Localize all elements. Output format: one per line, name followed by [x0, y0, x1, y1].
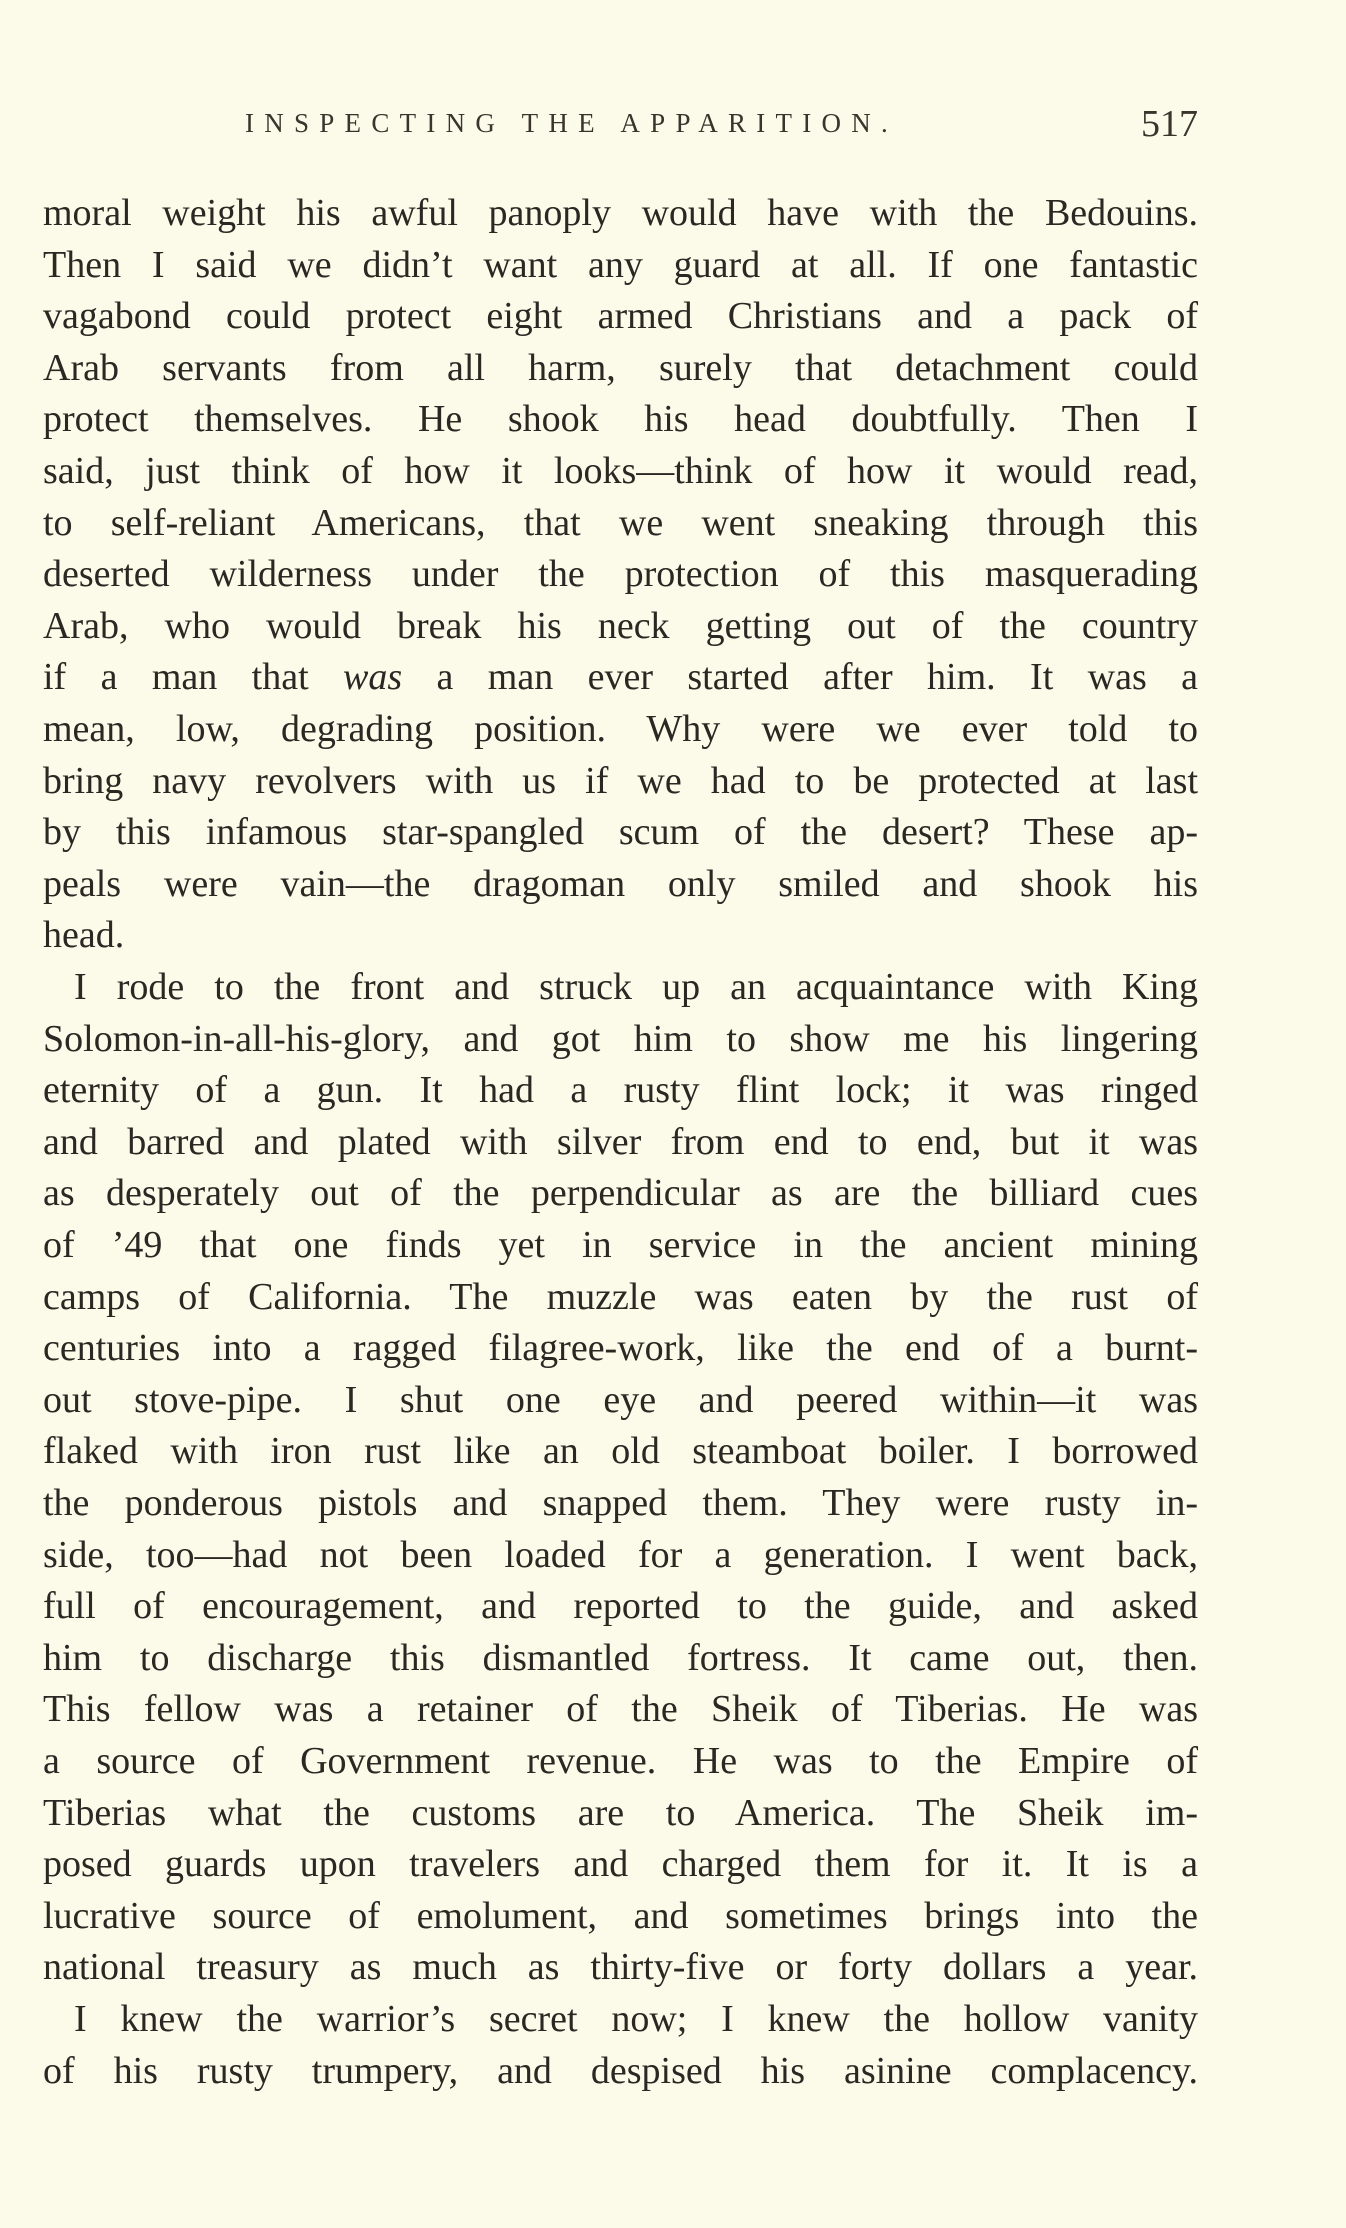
- text-line: eternity of a gun. It had a rusty flint lock; it was ringed: [43, 1069, 1198, 1112]
- text-line: I knew the warrior’s secret now; I knew the hollow vanity: [74, 1998, 1198, 2040]
- text-line: of his rusty trumpery, and despised his asinine complacency.: [43, 2049, 1198, 2092]
- text-line: Arab servants from all harm, surely that detachment could: [43, 346, 1198, 389]
- text-line: Tiberias what the customs are to America. The Sheik im-: [43, 1791, 1198, 1834]
- text-line: national treasury as much as thirty-five or forty dollars a year.: [43, 1946, 1198, 1989]
- italic-word: was: [343, 656, 403, 699]
- text-line: vagabond could protect eight armed Christians and a pack of: [43, 295, 1198, 338]
- text-line: a source of Government revenue. He was to the Empire of: [43, 1740, 1198, 1782]
- text-line: out stove-pipe. I shut one eye and peered within—it was: [43, 1378, 1198, 1421]
- running-title: INSPECTING THE APPARITION.: [245, 108, 899, 138]
- text-line: bring navy revolvers with us if we had to be protected at last: [43, 759, 1198, 802]
- text-line: mean, low, degrading position. Why were we ever told to: [43, 708, 1198, 750]
- text-line: protect themselves. He shook his head doubtfully. Then I: [43, 398, 1198, 441]
- text-line: side, too—had not been loaded for a generation. I went back,: [43, 1533, 1198, 1576]
- text-line: I rode to the front and struck up an acquaintance with King: [74, 966, 1198, 1008]
- text-line: head.: [43, 914, 125, 957]
- text-line: Solomon-in-all-his-glory, and got him to show me his lingering: [43, 1017, 1198, 1060]
- text-line: peals were vain—the dragoman only smiled and shook his: [43, 862, 1198, 905]
- text-segment: a man ever started after him. It was a: [402, 656, 1198, 699]
- text-line: by this infamous star-spangled scum of the desert? These ap-: [43, 811, 1198, 854]
- text-line: and barred and plated with silver from end to end, but it was: [43, 1120, 1198, 1163]
- text-line: moral weight his awful panoply would have with the Bedouins.: [43, 192, 1198, 234]
- text-line: full of encouragement, and reported to the guide, and asked: [43, 1585, 1198, 1628]
- text-line: centuries into a ragged filagree-work, like the end of a burnt-: [43, 1327, 1198, 1370]
- text-line: lucrative source of emolument, and sometimes brings into the: [43, 1894, 1198, 1937]
- text-line: to self-reliant Americans, that we went sneaking through this: [43, 501, 1198, 544]
- text-line: said, just think of how it looks—think of how it would read,: [43, 450, 1198, 492]
- text-line: deserted wilderness under the protection of this masquerading: [43, 553, 1198, 596]
- text-line: This fellow was a retainer of the Sheik of Tiberias. He was: [43, 1688, 1198, 1731]
- text-line: flaked with iron rust like an old steamboat boiler. I borrowed: [43, 1430, 1198, 1473]
- text-line: [43, 651, 1198, 703]
- text-line: of ’49 that one finds yet in service in the ancient mining: [43, 1224, 1198, 1266]
- text-line: camps of California. The muzzle was eaten by the rust of: [43, 1275, 1198, 1318]
- text-line: him to discharge this dismantled fortress. It came out, then.: [43, 1636, 1198, 1679]
- text-segment: if a man that: [43, 656, 344, 699]
- text-line: posed guards upon travelers and charged them for it. It is a: [43, 1843, 1198, 1886]
- text-line: Then I said we didn’t want any guard at all. If one fantastic: [43, 243, 1198, 286]
- text-line: Arab, who would break his neck getting out of the country: [43, 604, 1198, 647]
- page-number: 517: [1141, 103, 1198, 145]
- text-line: the ponderous pistols and snapped them. They were rusty in-: [43, 1482, 1198, 1524]
- text-line: as desperately out of the perpendicular as are the billiard cues: [43, 1172, 1198, 1215]
